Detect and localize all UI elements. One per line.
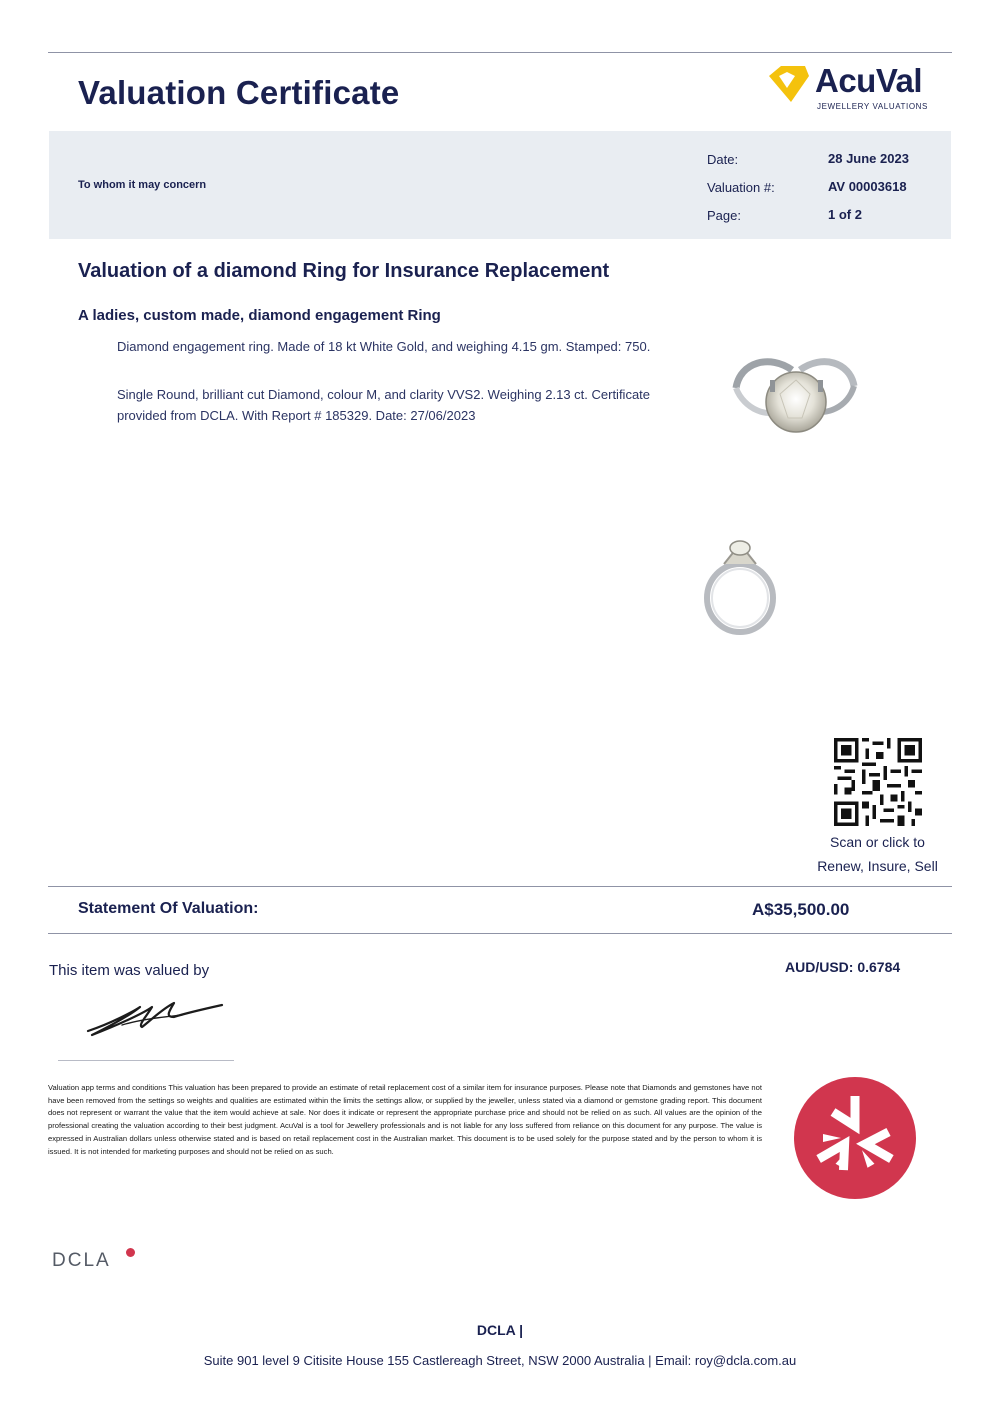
- footer-address: Suite 901 level 9 Citisite House 155 Castlereagh Street, NSW 2000 Australia | Email: roy@dcla.com.au: [203, 1353, 797, 1368]
- dcla-badge-icon: [793, 1076, 917, 1200]
- item-subheading: A ladies, custom made, diamond engagement Ring: [78, 307, 441, 324]
- acuval-logo-subtitle: JEWELLERY VALUATIONS: [817, 102, 928, 111]
- dcla-logo-dot-icon: [126, 1248, 135, 1257]
- item-description-2: Single Round, brilliant cut Diamond, colour M, and clarity VVS2. Weighing 2.13 ct. Certificate provided from DCLA. With Report # 185329. Date: 27/06/2023: [117, 387, 651, 423]
- acuval-logo: [765, 62, 945, 118]
- ring-side-photo: [730, 340, 860, 440]
- valued-by-text: This item was valued by: [49, 962, 210, 979]
- qr-caption-line-1: Scan or click to: [830, 834, 925, 850]
- page-title: Valuation Certificate: [78, 74, 400, 111]
- acuval-diamond-icon: [765, 62, 813, 106]
- statement-top-rule: [48, 886, 952, 887]
- qr-caption-line-2: Renew, Insure, Sell: [817, 858, 938, 874]
- statement-bottom-rule: [48, 933, 952, 934]
- item-description-1: Diamond engagement ring. Made of 18 kt White Gold, and weighing 4.15 gm. Stamped: 750.: [117, 339, 651, 354]
- valuation-number-label: Valuation #:: [707, 180, 775, 195]
- acuval-logo-word: AcuVal: [815, 62, 923, 99]
- statement-label: Statement Of Valuation:: [78, 900, 259, 917]
- footer-company-name: DCLA |: [476, 1322, 524, 1338]
- qr-code[interactable]: [834, 738, 922, 826]
- valuer-signature: [82, 995, 232, 1040]
- statement-value: A$35,500.00: [752, 900, 850, 919]
- date-label: Date:: [707, 152, 739, 167]
- valuation-number-value: AV 00003618: [828, 179, 907, 194]
- dcla-logo: [52, 1248, 142, 1276]
- item-heading: Valuation of a diamond Ring for Insurance Replacement: [78, 260, 610, 282]
- page-value: 1 of 2: [828, 207, 862, 222]
- fx-rate: AUD/USD: 0.6784: [785, 959, 901, 975]
- date-value: 28 June 2023: [828, 151, 909, 166]
- ring-front-photo: [700, 526, 780, 636]
- page-label: Page:: [707, 208, 741, 223]
- dcla-logo-word: DCLA: [52, 1250, 111, 1271]
- terms-and-conditions: Valuation app terms and conditions This valuation has been prepared to provide an estimate of retail replacement cost of a similar item for insurance purposes. Please note that Diamonds and gemstones have not have been removed from the settings so weights and qualities are estimated within the limits the settings allow, or supplied by the jeweller, unless stated via a diamond or gemstone grading report. This document does not represent or warrant the value that the item would achieve at sale. Nor does it indicate or represent the appropriate purchase price and should not be relied on as such. All values are the opinion of the professional creating the valuation according to their best judgment. AcuVal is a tool for Jewellery professionals and is not liable for any loss suffered from reliance on this document for any purpose. The value is expressed in Australian dollars unless otherwise stated and is based on retail replacement cost in the Australian market. This document is to be used solely for the purpose stated and by the person to whom it is issued. It is not intended for marketing purposes and should not be relied on as such.: [48, 1083, 762, 1156]
- addressee: To whom it may concern: [78, 179, 207, 191]
- signature-line: [58, 1060, 234, 1061]
- top-rule: [48, 52, 952, 53]
